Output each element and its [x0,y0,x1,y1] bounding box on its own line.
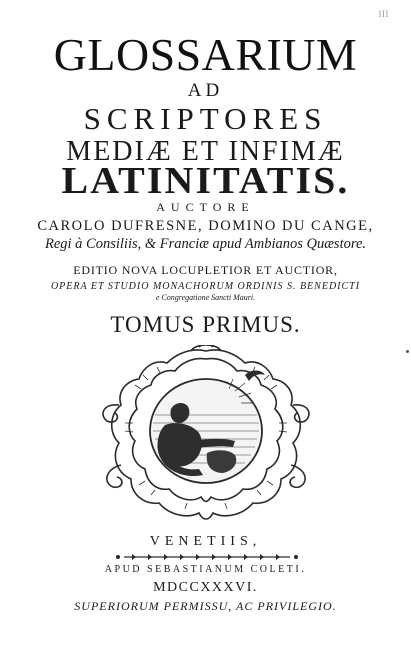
book-title: GLOSSARIUM [53,30,358,80]
author-name: CAROLO DUFRESNE, DOMINO DU CANGE, [37,218,374,234]
corner-mark: III [378,9,389,19]
opera-statement: OPERA ET STUDIO MONACHORUM ORDINIS S. BENEDICTI [50,281,361,292]
privilege-statement: SUPERIORUM PERMISSU, AC PRIVILEGIO. [74,599,337,613]
imprint-place: VENETIIS, [149,534,262,549]
volume-label: TOMUS PRIMUS. [110,312,301,337]
title-mediae: MEDIÆ ET INFIMÆ [66,136,345,167]
ornament-rule-icon [112,553,302,561]
page-edge-mark [406,350,409,353]
imprint-year: MDCCXXXVI. [153,580,258,595]
title-scriptores: SCRIPTORES [83,101,328,136]
auctore-label: AUCTORE [156,200,255,214]
title-latinitatis: LATINITATIS. [61,160,350,202]
title-ad: AD [187,80,224,101]
edition-statement: EDITIO NOVA LOCUPLETIOR ET AUCTIOR, [73,263,338,277]
engraved-cartouche-vignette-icon [95,345,317,527]
congregation-statement: e Congregatione Sancti Mauri. [155,293,256,302]
imprint-publisher: APUD SEBASTIANUM COLETI. [104,564,307,575]
author-title: Regi à Consiliis, & Franciæ apud Ambianos Quæstore. [44,236,367,252]
